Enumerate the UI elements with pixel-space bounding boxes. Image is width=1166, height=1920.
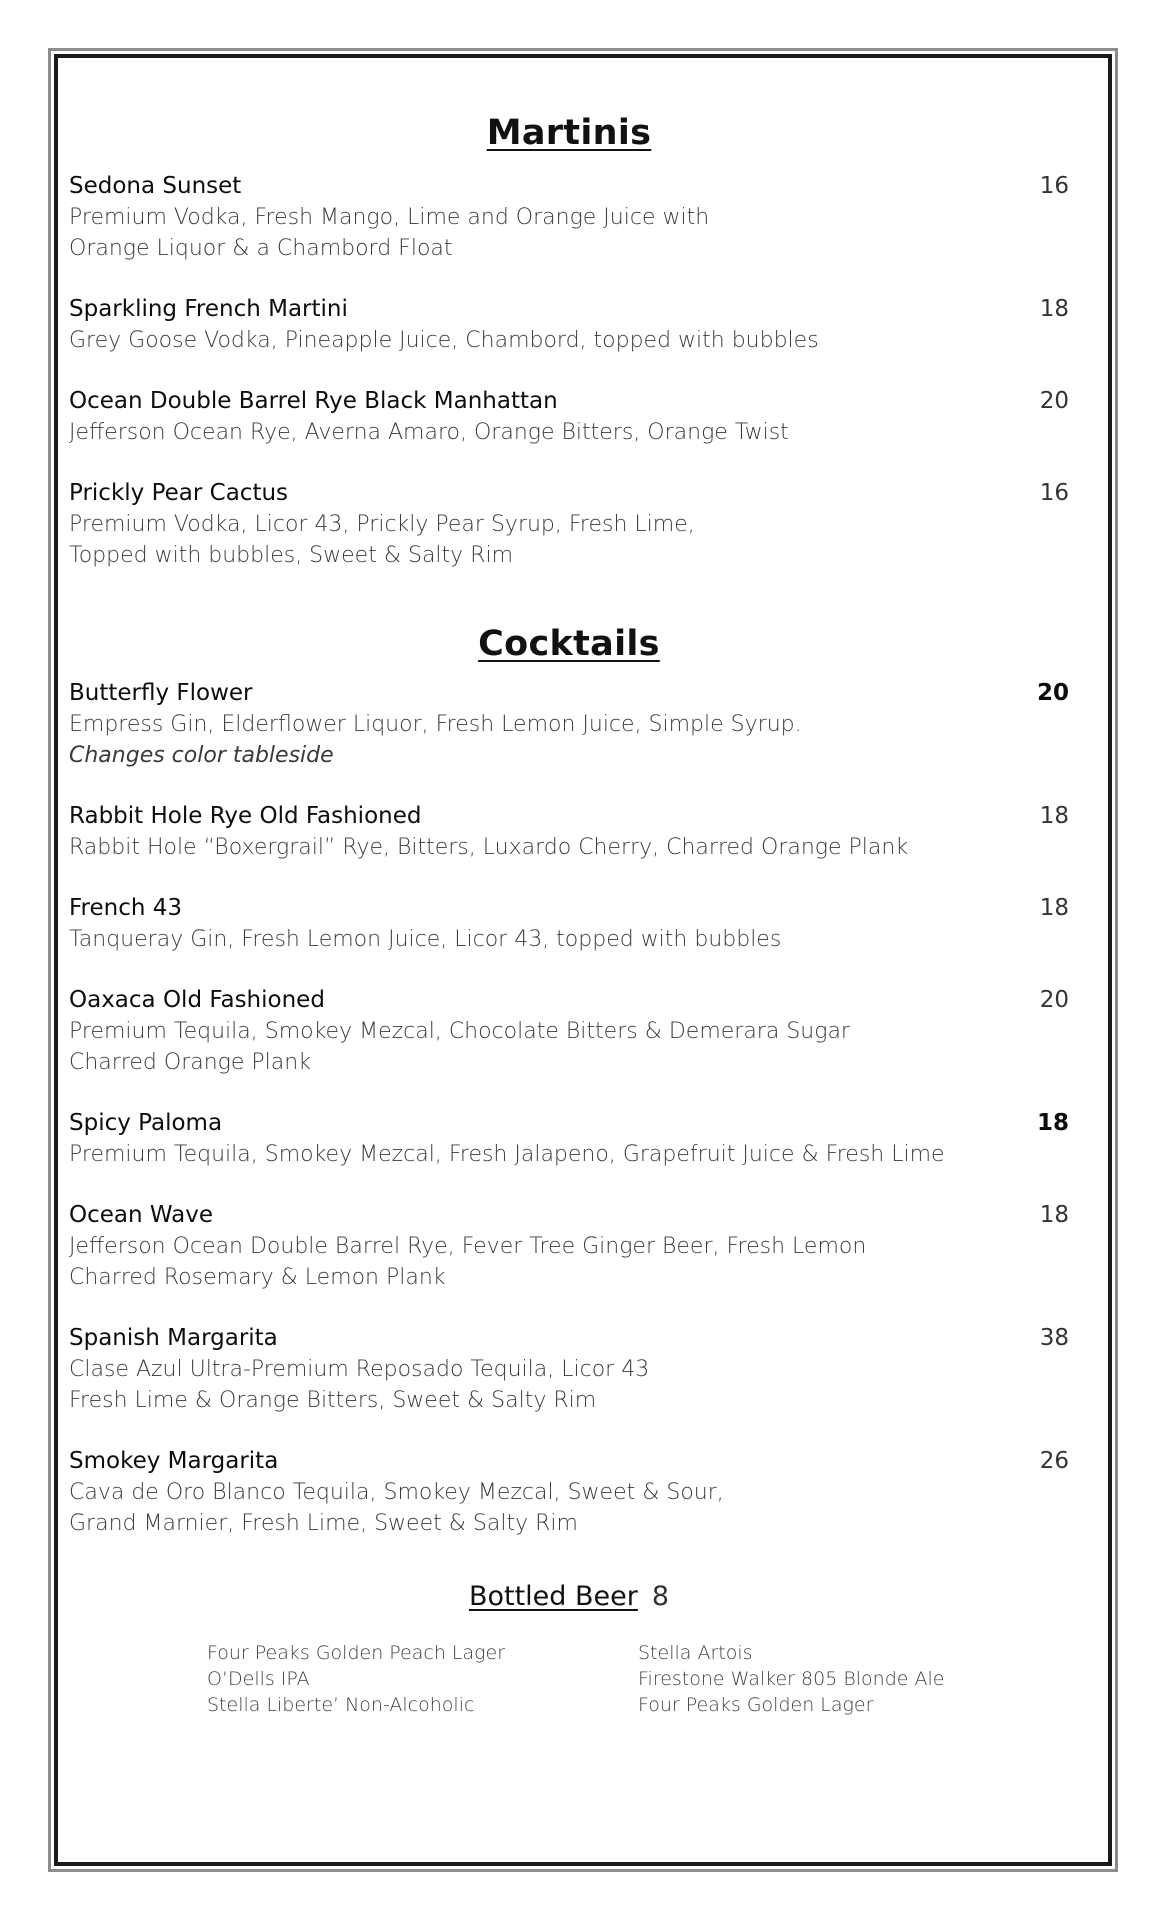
item-description: Premium Vodka, Licor 43, Prickly Pear Syrup, Fresh Lime,	[69, 512, 695, 537]
beer-column-right	[638, 1640, 1069, 1718]
item-price: 16	[1039, 480, 1069, 506]
item-name: Rabbit Hole Rye Old Fashioned	[69, 803, 422, 829]
item-description: Jefferson Ocean Rye, Averna Amaro, Orange Bitters, Orange Twist	[69, 420, 789, 445]
menu-item	[69, 171, 1069, 264]
item-description: Fresh Lime & Orange Bitters, Sweet & Salty Rim	[69, 1388, 597, 1413]
menu-item	[69, 1200, 1069, 1293]
menu-item	[69, 1323, 1069, 1416]
item-price: 18	[1039, 895, 1069, 921]
item-name: Smokey Margarita	[69, 1448, 279, 1474]
menu-item	[69, 893, 1069, 955]
beer-price: 8	[651, 1581, 670, 1612]
cocktails-title: Cocktails	[478, 624, 660, 664]
menu-item	[69, 1446, 1069, 1539]
menu-item	[69, 678, 1069, 771]
beer-list	[69, 1640, 1069, 1718]
beer-title: Bottled Beer	[468, 1581, 638, 1612]
beer-item: O’Dells IPA	[207, 1668, 310, 1690]
menu-item	[69, 1108, 1069, 1170]
item-description: Tanqueray Gin, Fresh Lemon Juice, Licor 43, topped with bubbles	[69, 927, 782, 952]
item-price: 18	[1039, 296, 1069, 322]
item-price: 18	[1036, 1110, 1069, 1136]
menu-item	[69, 478, 1069, 571]
menu-item	[69, 985, 1069, 1078]
item-note: Changes color tableside	[69, 743, 334, 768]
item-description: Jefferson Ocean Double Barrel Rye, Fever Tree Ginger Beer, Fresh Lemon	[69, 1234, 867, 1259]
item-name: Oaxaca Old Fashioned	[69, 987, 325, 1013]
item-description: Orange Liquor & a Chambord Float	[69, 236, 453, 261]
item-name: Spanish Margarita	[69, 1325, 278, 1351]
item-description: Topped with bubbles, Sweet & Salty Rim	[69, 543, 514, 568]
item-description: Premium Tequila, Smokey Mezcal, Chocolate Bitters & Demerara Sugar	[69, 1019, 850, 1044]
menu-item	[69, 386, 1069, 448]
item-name: Butterfly Flower	[69, 680, 253, 706]
item-name: Sparkling French Martini	[69, 296, 348, 322]
item-description: Cava de Oro Blanco Tequila, Smokey Mezcal, Sweet & Sour,	[69, 1480, 724, 1505]
item-price: 20	[1036, 680, 1069, 706]
item-name: French 43	[69, 895, 183, 921]
beer-item: Four Peaks Golden Lager	[638, 1694, 874, 1716]
item-name: Prickly Pear Cactus	[69, 480, 289, 506]
menu-page	[69, 100, 1069, 1718]
beer-item: Four Peaks Golden Peach Lager	[207, 1642, 506, 1664]
beer-item: Stella Artois	[638, 1642, 753, 1664]
item-description: Grand Marnier, Fresh Lime, Sweet & Salty Rim	[69, 1511, 578, 1536]
beer-item: Firestone Walker 805 Blonde Ale	[638, 1668, 945, 1690]
item-price: 18	[1039, 1202, 1069, 1228]
menu-item	[69, 801, 1069, 863]
item-price: 20	[1039, 987, 1069, 1013]
item-description: Grey Goose Vodka, Pineapple Juice, Chambord, topped with bubbles	[69, 328, 819, 353]
martinis-title: Martinis	[486, 113, 652, 153]
item-description: Charred Orange Plank	[69, 1050, 311, 1075]
item-price: 18	[1039, 803, 1069, 829]
item-description: Premium Tequila, Smokey Mezcal, Fresh Jalapeno, Grapefruit Juice & Fresh Lime	[69, 1142, 945, 1167]
item-description: Premium Vodka, Fresh Mango, Lime and Orange Juice with	[69, 205, 710, 230]
beer-header	[69, 1583, 1069, 1610]
item-name: Spicy Paloma	[69, 1110, 223, 1136]
item-description: Clase Azul Ultra-Premium Reposado Tequila, Licor 43	[69, 1357, 650, 1382]
item-name: Ocean Wave	[69, 1202, 214, 1228]
cocktails-section	[69, 624, 1069, 1539]
item-description: Rabbit Hole “Boxergrail” Rye, Bitters, Luxardo Cherry, Charred Orange Plank	[69, 835, 909, 860]
beer-column-left	[207, 1640, 638, 1718]
martinis-section	[69, 113, 1069, 571]
beer-section	[69, 1583, 1069, 1718]
item-price: 26	[1039, 1448, 1069, 1474]
beer-item: Stella Liberte’ Non-Alcoholic	[207, 1694, 475, 1716]
item-name: Ocean Double Barrel Rye Black Manhattan	[69, 388, 558, 414]
item-name: Sedona Sunset	[69, 173, 242, 199]
item-price: 16	[1039, 173, 1069, 199]
menu-item	[69, 294, 1069, 356]
item-price: 20	[1039, 388, 1069, 414]
item-description: Empress Gin, Elderflower Liquor, Fresh Lemon Juice, Simple Syrup.	[69, 712, 802, 737]
item-price: 38	[1039, 1325, 1069, 1351]
item-description: Charred Rosemary & Lemon Plank	[69, 1265, 446, 1290]
